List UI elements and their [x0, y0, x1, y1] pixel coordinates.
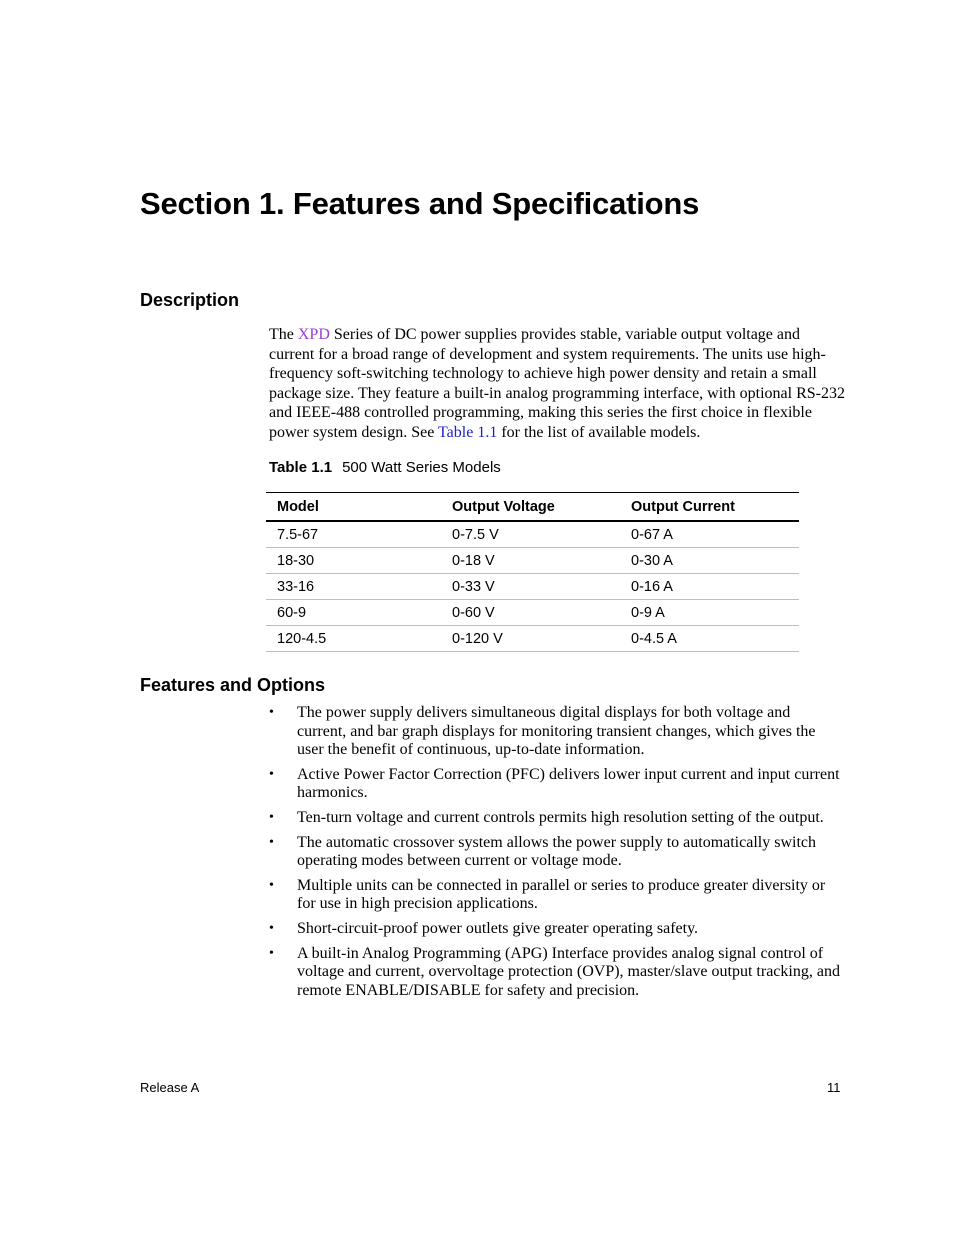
output-current-cell: 0-4.5 A	[620, 626, 799, 652]
table-row	[266, 574, 799, 600]
output-current-cell: 0-16 A	[620, 574, 799, 600]
features-list	[269, 704, 843, 1006]
bullet-icon: •	[269, 945, 274, 961]
list-item	[269, 877, 843, 914]
footer-page-number: 11	[827, 1080, 841, 1095]
description-text-end: for the list of available models.	[497, 423, 701, 441]
description-paragraph	[269, 325, 849, 442]
output-voltage-cell: 0-7.5 V	[441, 521, 620, 548]
list-item-text: A built-in Analog Programming (APG) Interface provides analog signal control of voltage and current, overvoltage protection (OVP), master/slave output tracking, and remote ENABLE/DISABLE for safety and precision.	[297, 944, 840, 999]
footer-release: Release A	[140, 1080, 200, 1095]
list-item	[269, 766, 843, 803]
column-header-output-voltage: Output Voltage	[441, 493, 620, 522]
table-caption	[269, 459, 501, 476]
table-row	[266, 626, 799, 652]
output-current-cell: 0-30 A	[620, 548, 799, 574]
bullet-icon: •	[269, 705, 274, 720]
bullet-icon: •	[269, 920, 274, 936]
list-item-text: Short-circuit-proof power outlets give greater operating safety.	[297, 919, 699, 937]
model-cell: 120-4.5	[266, 626, 441, 652]
description-text-middle: Series of DC power supplies provides stable, variable output voltage and current for a broad range of development and system requirements. The units use high-frequency soft-switching technology to achieve high power density and retain a small package size. They feature a built-in analog programming interface, with optional RS-232 and IEEE-488 controlled programming, making this series the first choice in flexible power system design. See	[269, 326, 845, 441]
list-item	[269, 920, 843, 939]
list-item	[269, 809, 843, 828]
list-item-text: Multiple units can be connected in parallel or series to produce greater diversity or for use in high precision applications.	[297, 876, 826, 913]
description-text-start: The	[269, 326, 298, 343]
model-cell: 18-30	[266, 548, 441, 574]
description-heading: Description	[140, 290, 240, 310]
table-caption-title: 500 Watt Series Models	[342, 459, 501, 476]
xpd-link[interactable]: XPD	[297, 326, 330, 343]
list-item-text: Ten-turn voltage and current controls permits high resolution setting of the output.	[297, 808, 824, 826]
bullet-icon: •	[269, 834, 274, 850]
output-voltage-cell: 0-18 V	[441, 548, 620, 574]
table-row	[266, 521, 799, 548]
list-item	[269, 704, 843, 760]
table-1-1-link[interactable]: Table 1.1	[438, 423, 498, 441]
list-item	[269, 834, 843, 871]
table-header-row	[266, 493, 799, 522]
output-current-cell: 0-9 A	[620, 600, 799, 626]
list-item	[269, 945, 843, 1001]
models-table	[266, 492, 799, 652]
output-voltage-cell: 0-60 V	[441, 600, 620, 626]
section-title: Section 1. Features and Specifications	[140, 186, 700, 221]
output-voltage-cell: 0-120 V	[441, 626, 620, 652]
table-row	[266, 600, 799, 626]
list-item-text: Active Power Factor Correction (PFC) delivers lower input current and input current harmonics.	[297, 765, 840, 802]
output-current-cell: 0-67 A	[620, 521, 799, 548]
output-voltage-cell: 0-33 V	[441, 574, 620, 600]
column-header-output-current: Output Current	[620, 493, 799, 522]
features-heading: Features and Options	[140, 675, 326, 695]
model-cell: 7.5-67	[266, 521, 441, 548]
column-header-model: Model	[266, 493, 441, 522]
table-caption-number: Table 1.1	[269, 459, 333, 476]
bullet-icon: •	[269, 809, 274, 825]
table-row	[266, 548, 799, 574]
model-cell: 33-16	[266, 574, 441, 600]
list-item-text: The automatic crossover system allows the power supply to automatically switch operating modes between current or voltage mode.	[297, 833, 816, 870]
bullet-icon: •	[269, 877, 274, 893]
model-cell: 60-9	[266, 600, 441, 626]
bullet-icon: •	[269, 766, 274, 782]
list-item-text: The power supply delivers simultaneous digital displays for both voltage and current, and bar graph displays for monitoring transient changes, which gives the user the benefit of continuous, up-to-date information.	[297, 704, 816, 759]
